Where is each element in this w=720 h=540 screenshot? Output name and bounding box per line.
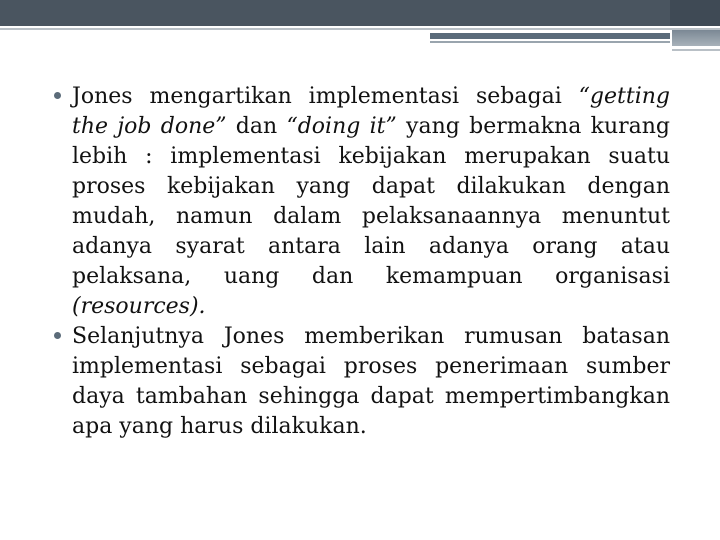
header-divider xyxy=(0,28,720,30)
header-right-line xyxy=(672,49,720,51)
bullet-text-segment: dan xyxy=(226,114,287,139)
bullet-item-1 xyxy=(48,82,670,322)
bullet-text-segment: Jones mengartikan implementasi sebagai xyxy=(72,84,579,109)
header-band xyxy=(0,0,720,26)
bullet-text-segment-italic: (resources). xyxy=(72,294,206,319)
bullet-dot-icon xyxy=(54,92,61,99)
bullet-dot-icon xyxy=(54,332,61,339)
bullet-item-2 xyxy=(48,322,670,442)
header-accent-bar xyxy=(430,33,670,39)
slide-content xyxy=(48,82,670,442)
header-right-block xyxy=(672,30,720,46)
bullet-text-segment-italic: “getting the job done” xyxy=(72,84,670,139)
header-band-corner xyxy=(670,0,720,26)
bullet-text-segment-italic: “doing it” xyxy=(286,114,397,139)
bullet-text-segment: yang bermakna kurang lebih : implementasi kebijakan merupakan suatu proses kebijakan yang dapat dilakukan dengan mudah, namun dalam pelaksanaannya menuntut adanya syarat antara lain adanya orang atau pelaksana, uang dan kemampuan organisasi xyxy=(72,114,671,289)
header-accent-line xyxy=(430,41,670,43)
bullet-text-segment: Selanjutnya Jones memberikan rumusan batasan implementasi sebagai proses penerimaan sumber daya tambahan sehingga dapat mempertimbangkan apa yang harus dilakukan. xyxy=(72,324,670,439)
